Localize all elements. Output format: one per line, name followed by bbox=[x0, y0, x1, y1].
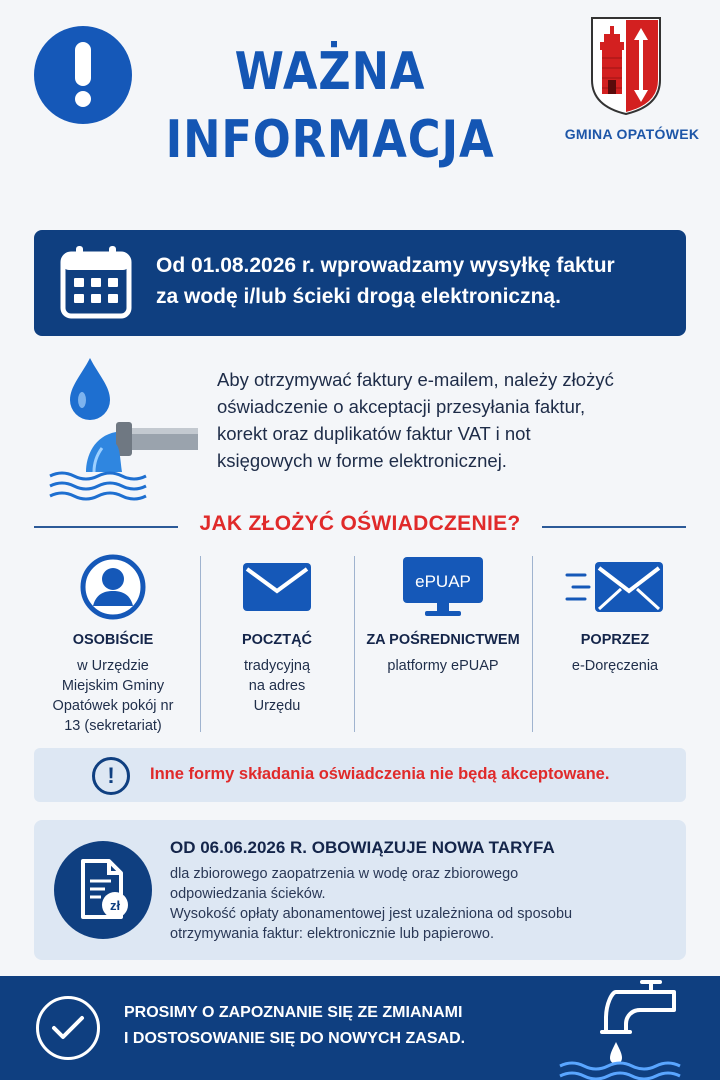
option-e-delivery bbox=[532, 552, 698, 676]
option-line: w Urzędzie bbox=[77, 658, 149, 674]
option-line: Miejskim Gminy bbox=[61, 678, 165, 694]
option-epuap bbox=[360, 552, 526, 676]
intro-text bbox=[217, 366, 687, 474]
monitor-icon bbox=[401, 555, 485, 619]
document-icon bbox=[54, 841, 152, 939]
column-separator bbox=[354, 556, 355, 732]
option-title: OSOBIŚCIE bbox=[72, 632, 154, 648]
option-in-person bbox=[30, 552, 196, 736]
option-line: platformy ePUAP bbox=[387, 658, 499, 674]
tariff-text bbox=[170, 864, 670, 944]
tariff-heading: OD 06.06.2026 R. OBOWIĄZUJE NOWA TARYFA bbox=[170, 838, 555, 857]
banner-line-1: Od 01.08.2026 r. wprowadzamy wysyłkę faktur bbox=[156, 254, 615, 277]
option-line: na adres bbox=[248, 678, 306, 694]
intro-line-2: oświadczenie o akceptacji przesyłania faktur, bbox=[217, 396, 586, 417]
epuap-label: ePUAP bbox=[415, 572, 471, 591]
footer-line-1: PROSIMY O ZAPOZNANIE SIĘ ZE ZMIANAMI bbox=[124, 1004, 463, 1021]
calendar-icon bbox=[60, 244, 132, 320]
fast-mail-icon bbox=[563, 559, 667, 615]
envelope-icon bbox=[241, 561, 313, 613]
option-description bbox=[194, 656, 360, 716]
option-line: Opatówek pokój nr bbox=[52, 698, 174, 714]
option-title: ZA POŚREDNICTWEM bbox=[366, 632, 520, 648]
divider-right bbox=[542, 526, 686, 528]
banner-line-2: za wodę i/lub ścieki drogą elektroniczną. bbox=[156, 285, 561, 308]
option-description bbox=[360, 656, 526, 676]
footer-text bbox=[124, 1000, 554, 1052]
option-line: 13 (sekretariat) bbox=[64, 718, 162, 734]
footer-line-2: I DOSTOSOWANIE SIĘ DO NOWYCH ZASAD. bbox=[124, 1030, 466, 1047]
tariff-line: dla zbiorowego zaopatrzenia w wodę oraz zbiorowego bbox=[170, 866, 519, 882]
option-post bbox=[194, 552, 360, 716]
option-title: POCZTĄĆ bbox=[241, 632, 313, 648]
how-to-heading: JAK ZŁOŻYĆ OŚWIADCZENIE? bbox=[199, 512, 521, 535]
warning-icon: ! bbox=[92, 757, 130, 795]
option-description bbox=[532, 656, 698, 676]
intro-line-3: korekt oraz duplikatów faktur VAT i not bbox=[217, 423, 531, 444]
currency-glyph: zł bbox=[109, 898, 121, 913]
exclamation-icon bbox=[34, 26, 132, 124]
banner-text bbox=[156, 250, 676, 312]
check-icon bbox=[36, 996, 100, 1060]
title-line-2: INFORMACJA bbox=[165, 110, 495, 170]
faucet-icon bbox=[556, 970, 686, 1080]
option-description bbox=[30, 656, 196, 736]
municipality-name: GMINA OPATÓWEK bbox=[564, 126, 700, 142]
option-line: e-Doręczenia bbox=[571, 658, 659, 674]
coat-of-arms-icon bbox=[588, 14, 664, 118]
option-title: POPRZEZ bbox=[580, 632, 650, 648]
water-drop-icon bbox=[70, 358, 110, 420]
user-icon bbox=[80, 554, 146, 620]
title-line-1: WAŻNA bbox=[234, 42, 426, 102]
pipe-icon bbox=[46, 352, 206, 502]
intro-line-4: księgowych w forme elektronicznej. bbox=[217, 450, 507, 471]
page-title bbox=[158, 38, 502, 174]
intro-line-1: Aby otrzymywać faktury e-mailem, należy złożyć bbox=[217, 369, 614, 390]
option-line: tradycyjną bbox=[243, 658, 311, 674]
tariff-line: otrzymywania faktur: elektronicznie lub papierowo. bbox=[170, 926, 494, 942]
divider-left bbox=[34, 526, 178, 528]
tariff-line: Wysokość opłaty abonamentowej jest uzależniona od sposobu bbox=[170, 906, 573, 922]
warning-text: Inne formy składania oświadczenia nie będą akceptowane. bbox=[150, 765, 610, 783]
option-line: Urzędu bbox=[253, 698, 301, 714]
tariff-line: odpowiedzania ścieków. bbox=[170, 886, 326, 902]
